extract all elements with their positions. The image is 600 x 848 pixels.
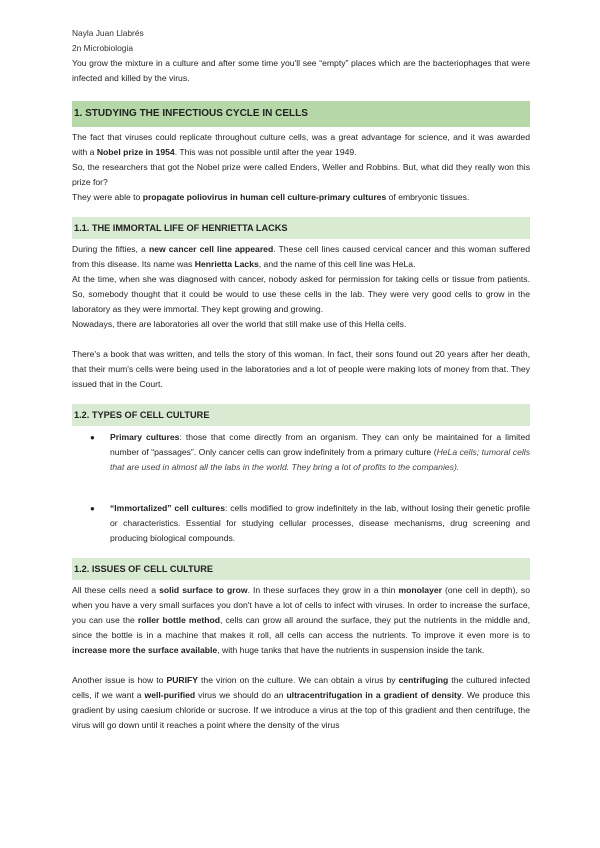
bullet-icon: ●: [90, 433, 95, 442]
issues-paragraph-2: Another issue is how to PURIFY the virion on the culture. We can obtain a virus by centrifuging the cultured infected cells, if we want a well-purified virus we should do an ultracentrifugation in a gradient of density. We produce this gradient by using caesium chloride or sucrose. If we introduce a virus at the top of this gradient and then centrifuge, the virus will go down until it reaches a point where the density of the virus: [72, 675, 531, 730]
section11-paragraph-4: There's a book that was written, and tells the story of this woman. In fact, their sons found out 20 years after her death, that their mum's cells were being used in the laboratories and a lot of people were making lots of money from that. They issued that in the Court.: [72, 349, 530, 389]
section11-paragraph-3: Nowadays, there are laboratories all over the world that still make use of this Hella cells.: [72, 319, 407, 329]
section1-paragraph-2: So, the researchers that got the Nobel prize were called Enders, Weller and Robbins. But, what did they really won this prize for?: [72, 162, 530, 187]
poliovirus-highlight: propagate poliovirus in human cell culture-primary cultures: [142, 192, 387, 202]
author-name: Nayla Juan Llabrés: [72, 28, 144, 38]
nobel-prize-highlight: Nobel prize in 1954: [96, 147, 175, 157]
course-name: 2n Microbiologia: [72, 43, 133, 53]
section-heading-types-of-cell-culture: 1.2. TYPES OF CELL CULTURE: [72, 404, 530, 426]
intro-paragraph: You grow the mixture in a culture and after some time you'll see “empty” places which are the bacteriophages that were infected and killed by the virus.: [72, 58, 530, 83]
issues-paragraph-1: All these cells need a solid surface to grow. In these surfaces they grow in a thin monolayer (one cell in depth), so when you have a very small surfaces you don't have a lot of cells to infect with viruses. In order to increase the surface, you can use the roller bottle method, cells can grow all around the surface, they put the nutrients in the middle and, since the bottle is in a machine that makes it roll, all cells can access the nutrients. To improve it even more is to increase more the surface available, with huge tanks that have the nutrients in suspension inside the tank.: [72, 585, 530, 655]
section11-paragraph-2: At the time, when she was diagnosed with cancer, nobody asked for permission for taking cells or tissue from patients. So, somebody thought that it could be would to use these cells in the lab. They were very good cells to grow in the laboratory as they were immortal. They kept growing and growing.: [72, 274, 530, 314]
document-page: [72, 26, 530, 733]
section-heading-issues-of-cell-culture: 1.2. ISSUES OF CELL CULTURE: [72, 558, 530, 580]
section1-paragraph-3: They were able to propagate poliovirus in human cell culture-primary cultures of embryonic tissues.: [72, 192, 470, 202]
section-heading-henrietta-lacks: 1.1. THE IMMORTAL LIFE OF HENRIETTA LACKS: [72, 217, 530, 239]
list-item-immortalized-cultures: ● “Immortalized” cell cultures: cells modified to grow indefinitely in the lab, without losing their genetic profile or characteristics. Essential for studying cellular processes, disease mechanisms, drug screening and producing biological compounds.: [90, 503, 531, 543]
list-item-primary-cultures: ● Primary cultures: those that come directly from an organism. They can only be maintained for a limited number of “passages”. Only cancer cells can grow indefinitely from a primary culture (HeLa cells; tumoral cells that are used in almost all the labs in the world. They bring a lot of profits to the companies).: [90, 432, 531, 472]
section-heading-studying-infectious-cycle: 1. STUDYING THE INFECTIOUS CYCLE IN CELLS: [72, 101, 530, 127]
section11-paragraph-1: During the fifties, a new cancer cell line appeared. These cell lines caused cervical cancer and this woman suffered from this disease. Its name was Henrietta Lacks, and the name of this cell line was HeLa.: [72, 244, 530, 269]
section1-paragraph-1: The fact that viruses could replicate throughout culture cells, was a great advantage for science, and it was awarded with a Nobel prize in 1954. This was not possible until after the year 1949.: [72, 132, 530, 157]
bullet-icon: ●: [90, 504, 95, 513]
cell-culture-types-list: [72, 430, 530, 546]
